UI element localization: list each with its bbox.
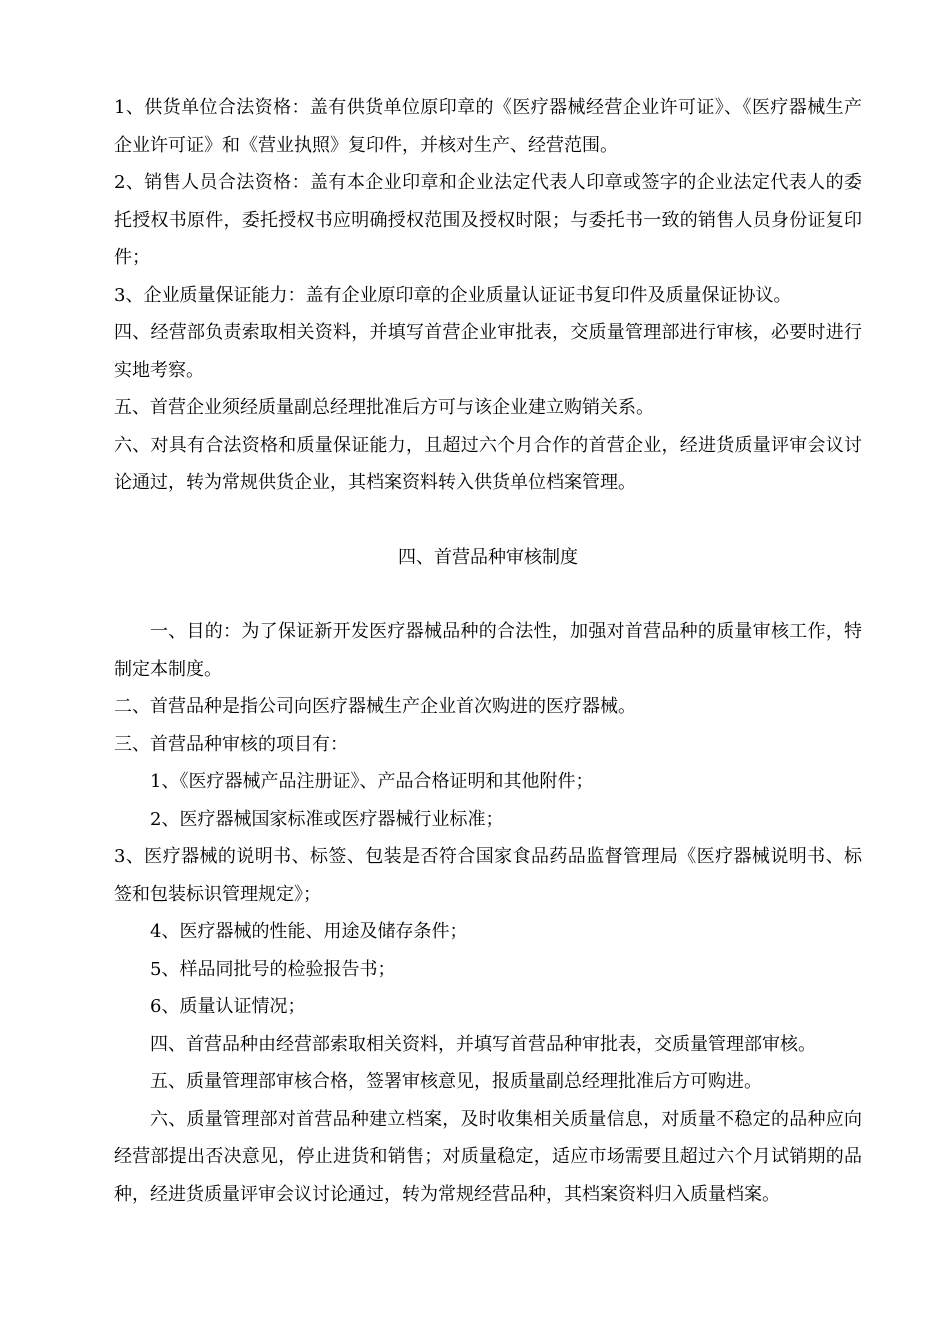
section-heading: 四、首营品种审核制度	[398, 546, 578, 568]
rule-five: 五、质量管理部审核合格，签署审核意见，报质量副总经理批准后方可购进。	[150, 1071, 762, 1092]
rule-six-paragraph: 六、对具有合法资格和质量保证能力，且超过六个月合作的首营企业，经进货质量评审会议讨论通过，转为常规供货企业，其档案资料转入供货单位档案管理。	[114, 434, 862, 493]
review-item-3: 3、医疗器械的说明书、标签、包装是否符合国家食品药品监督管理局《医疗器械说明书、标签和包装标识管理规定》；	[114, 846, 862, 905]
document-body	[114, 89, 862, 1213]
definition-paragraph: 二、首营品种是指公司向医疗器械生产企业首次购进的医疗器械。	[114, 696, 636, 717]
rule-four-paragraph: 四、经营部负责索取相关资料，并填写首营企业审批表，交质量管理部进行审核，必要时进行实地考察。	[114, 322, 862, 381]
supplier-qualification-item: 1、供货单位合法资格：盖有供货单位原印章的《医疗器械经营企业许可证》、《医疗器械生产企业许可证》和《营业执照》复印件，并核对生产、经营范围。	[114, 97, 862, 156]
rule-five-paragraph: 五、首营企业须经质量副总经理批准后方可与该企业建立购销关系。	[114, 397, 654, 418]
quality-assurance-item: 3、企业质量保证能力：盖有企业原印章的企业质量认证证书复印件及质量保证协议。	[114, 284, 792, 306]
rule-four: 四、首营品种由经营部索取相关资料，并填写首营品种审批表，交质量管理部审核。	[150, 1033, 816, 1055]
review-item-2: 2、医疗器械国家标准或医疗器械行业标准；	[150, 808, 504, 830]
purpose-paragraph: 一、目的：为了保证新开发医疗器械品种的合法性，加强对首营品种的质量审核工作，特制定本制度。	[114, 621, 862, 680]
review-item-5: 5、样品同批号的检验报告书；	[150, 958, 396, 980]
review-item-4: 4、医疗器械的性能、用途及储存条件；	[150, 921, 468, 942]
review-items-title: 三、首营品种审核的项目有：	[114, 733, 348, 755]
rule-six: 六、质量管理部对首营品种建立档案，及时收集相关质量信息，对质量不稳定的品种应向经营部提出否决意见，停止进货和销售；对质量稳定，适应市场需要且超过六个月试销期的品种，经进货质量评审会议讨论通过，转为常规经营品种，其档案资料归入质量档案。	[114, 1108, 862, 1205]
review-item-6: 6、质量认证情况；	[150, 996, 306, 1017]
review-item-1: 1、《医疗器械产品注册证》、产品合格证明和其他附件；	[150, 771, 594, 792]
sales-person-qualification-item: 2、销售人员合法资格：盖有本企业印章和企业法定代表人印章或签字的企业法定代表人的委托授权书原件，委托授权书应明确授权范围及授权时限；与委托书一致的销售人员身份证复印件；	[114, 172, 862, 268]
